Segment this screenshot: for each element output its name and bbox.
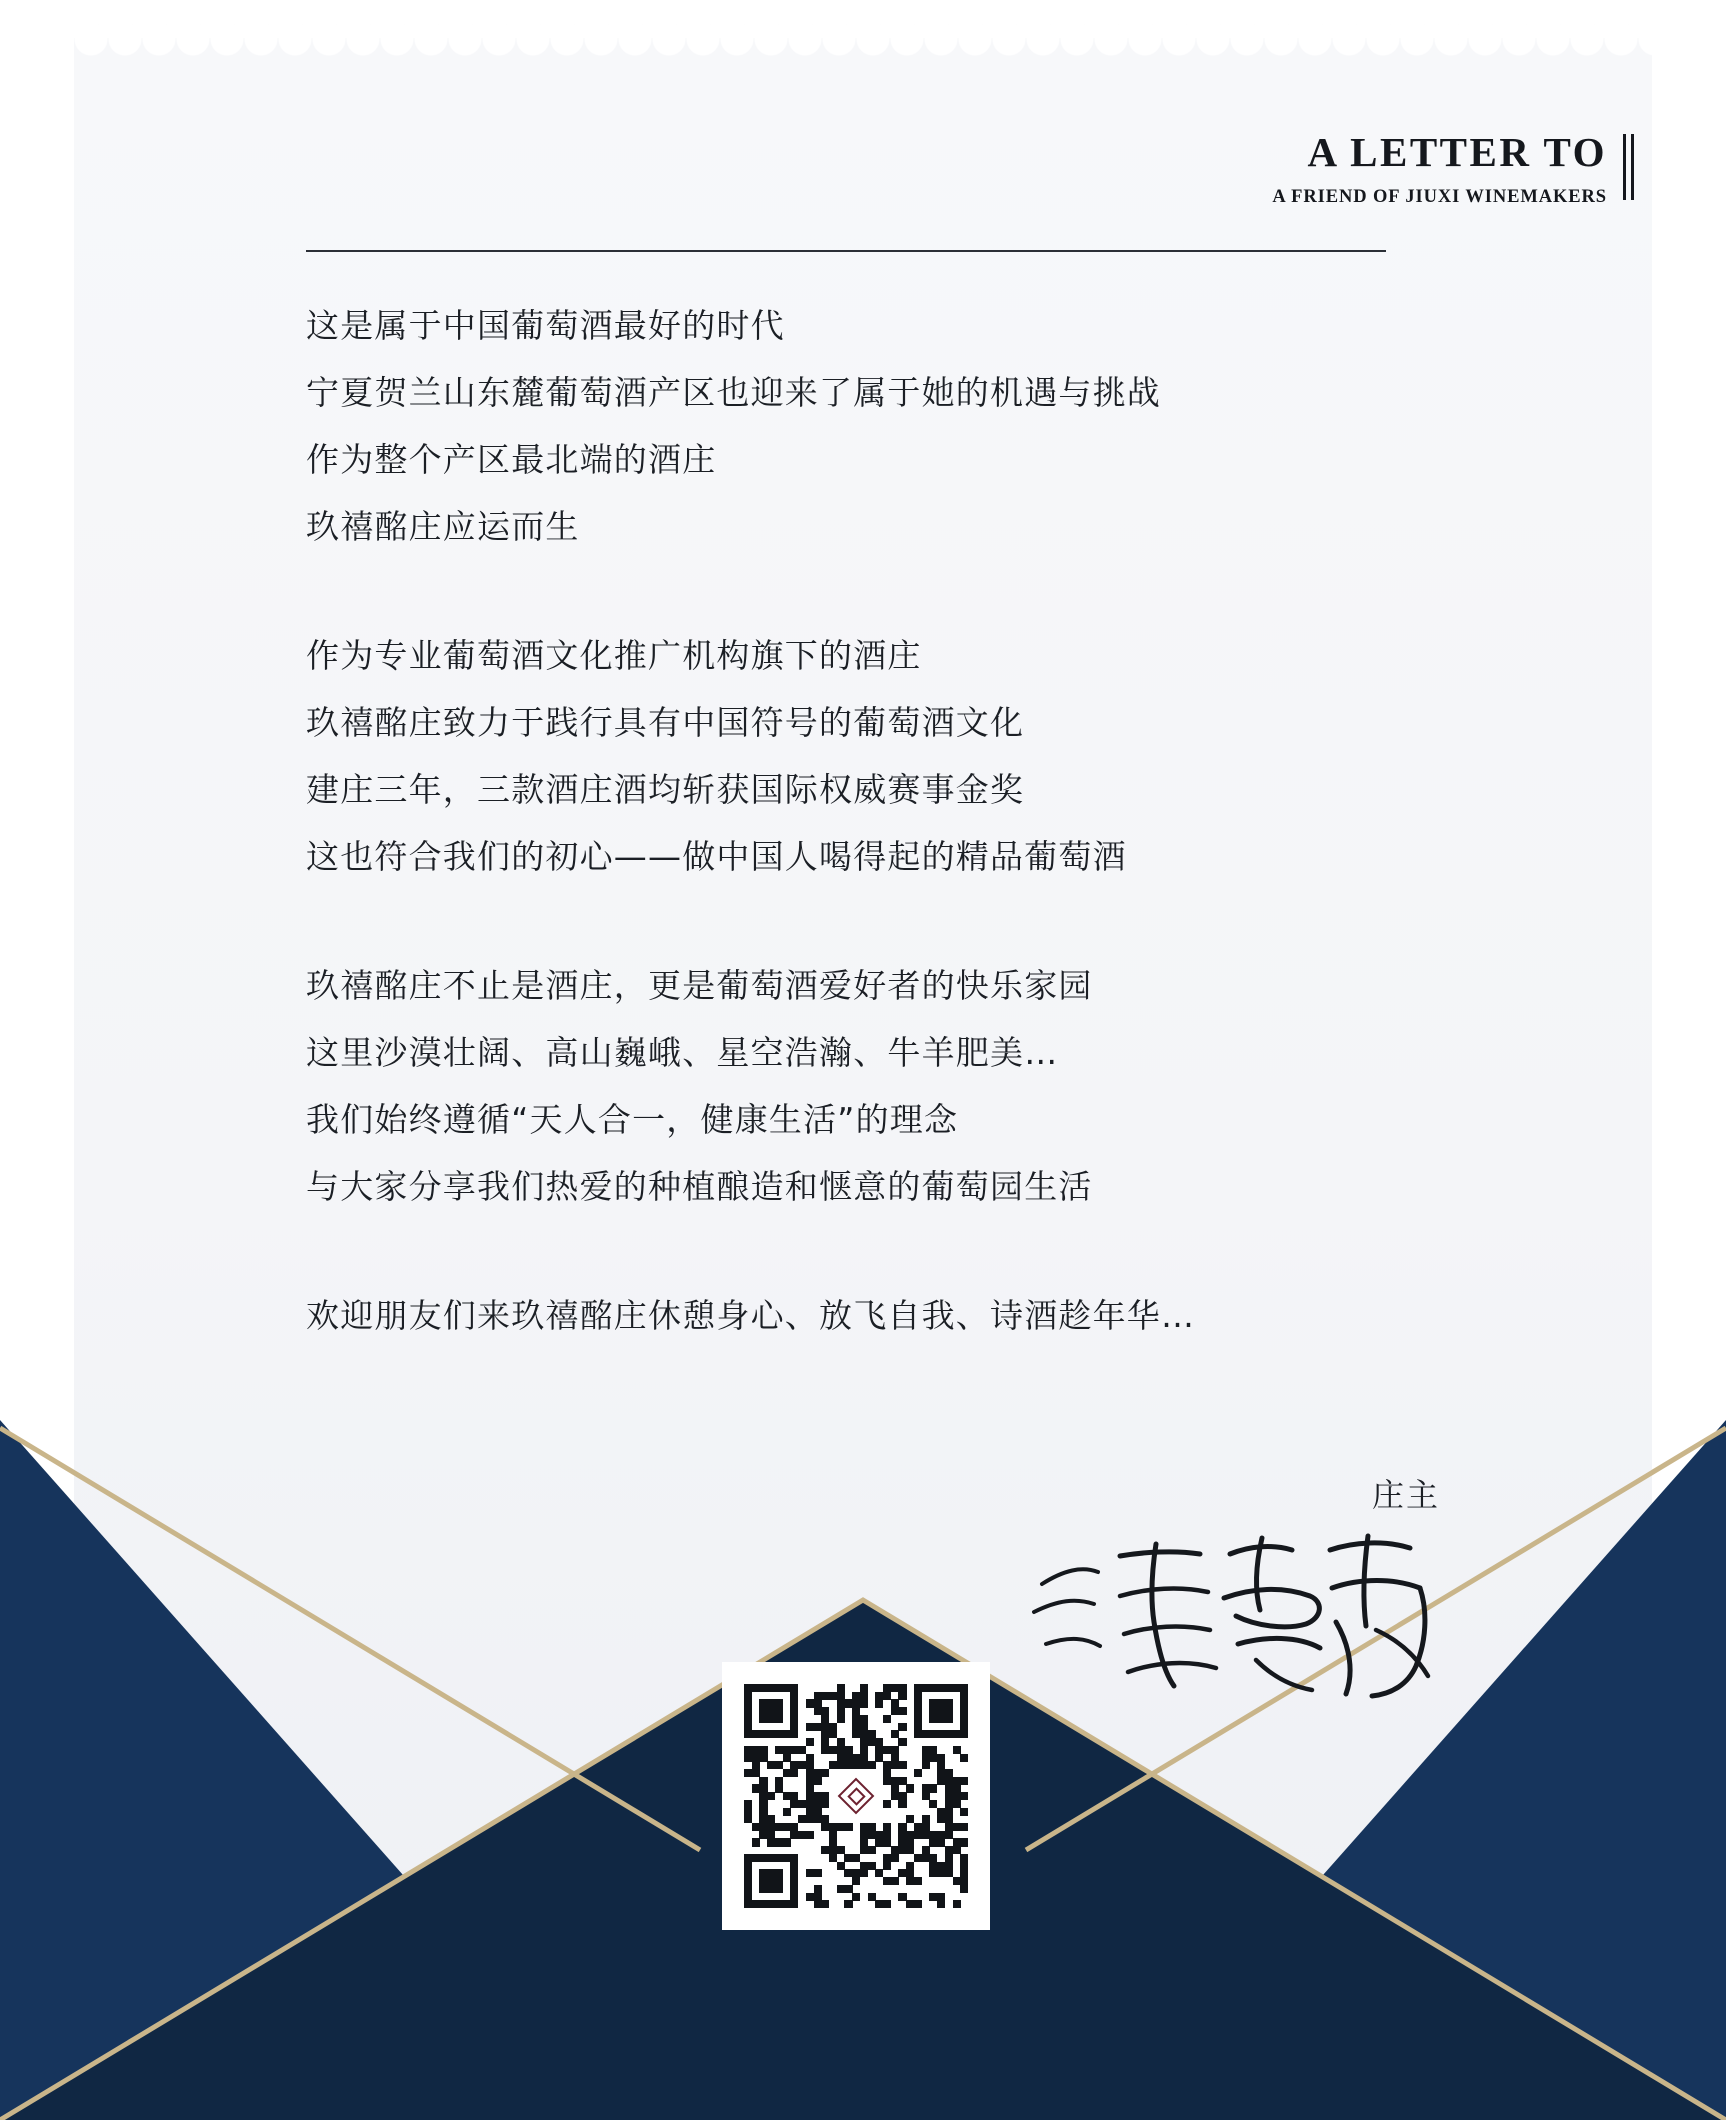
- paragraph: [306, 952, 1416, 1220]
- body-line: 这也符合我们的初心——做中国人喝得起的精品葡萄酒: [306, 837, 1127, 876]
- body-line: 作为专业葡萄酒文化推广机构旗下的酒庄: [306, 636, 922, 675]
- signature-role: 庄主: [1371, 1476, 1440, 1514]
- body-line: 这里沙漠壮阔、高山巍峨、星空浩瀚、牛羊肥美…: [306, 1033, 1059, 1072]
- body-line: 与大家分享我们热爱的种植酿造和惬意的葡萄园生活: [306, 1167, 1093, 1206]
- body-line: 建庄三年，三款酒庄酒均斩获国际权威赛事金奖: [306, 770, 1025, 809]
- body-line: 作为整个产区最北端的酒庄: [306, 440, 717, 479]
- body-line: 宁夏贺兰山东麓葡萄酒产区也迎来了属于她的机遇与挑战: [306, 373, 1161, 412]
- body-line: 这是属于中国葡萄酒最好的时代: [306, 306, 785, 345]
- body-line: 玖禧酩庄应运而生: [306, 507, 580, 546]
- paragraph: [306, 292, 1416, 560]
- handwritten-signature: [1020, 1526, 1440, 1706]
- letter-body: [306, 292, 1416, 1349]
- qr-code[interactable]: [722, 1662, 990, 1930]
- header-divider: [306, 250, 1386, 252]
- diamond-logo-icon: [829, 1769, 883, 1823]
- paragraph: [306, 1282, 1416, 1349]
- body-line: 玖禧酩庄不止是酒庄，更是葡萄酒爱好者的快乐家园: [306, 966, 1093, 1005]
- body-line: 我们始终遵循“天人合一，健康生活”的理念: [306, 1100, 959, 1139]
- body-line: 玖禧酩庄致力于践行具有中国符号的葡萄酒文化: [306, 703, 1025, 742]
- signature-block: [1020, 1470, 1440, 1706]
- paragraph: [306, 622, 1416, 890]
- page-subtitle: A FRIEND OF JIUXI WINEMAKERS: [1272, 187, 1607, 208]
- double-bar-decoration: [1623, 134, 1634, 200]
- letter-header: [1014, 130, 1634, 208]
- torn-edge-decoration: [74, 22, 1652, 56]
- page-title: A LETTER TO: [1307, 129, 1607, 175]
- body-line: 欢迎朋友们来玖禧酩庄休憩身心、放飞自我、诗酒趁年华…: [306, 1296, 1196, 1335]
